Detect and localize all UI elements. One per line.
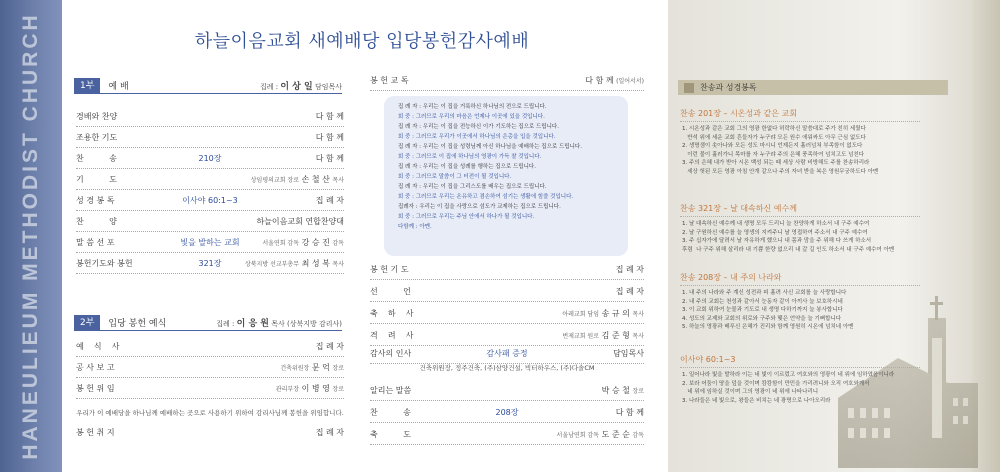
separator: [370, 444, 644, 445]
separator: [370, 279, 644, 280]
part2-leader-name: 이 응 원: [236, 319, 269, 329]
separator: [370, 345, 644, 346]
row-right-pre: 상북지방 선교부총무: [244, 260, 300, 268]
reading-line: [398, 132, 614, 142]
verse-line: 3. 나라들은 네 빛으로, 왕들은 비치는 네 광명으로 나아오리라: [682, 397, 831, 404]
verse-line: 반석 위에 세운 교회 흔들자가 누구랴 모든 원수 에워싸도 아무 근심 없도다: [682, 134, 866, 141]
row-right: [280, 362, 344, 373]
reading-line: [398, 112, 614, 122]
program-row: [370, 263, 644, 275]
hymn-verses: [682, 289, 918, 332]
part2-leader-role: 집례 :: [216, 320, 235, 328]
row-right-main: 도 준 순: [601, 429, 630, 439]
reading-speaker: 다함께: [398, 224, 414, 230]
row-right-small: 장로: [332, 364, 344, 372]
row-right: [562, 330, 644, 341]
reading-text: 그러므로 우리가 이곳에서 하나님의 은총을 입을 것입니다.: [415, 134, 556, 140]
reading-text: 우리는 이 집을 사랑으로 섬도가 교제하는 집으로 드립니다.: [419, 204, 561, 210]
row-label: 공 사 보 고: [76, 362, 115, 372]
reading-colon: :: [417, 184, 423, 190]
row-right-main: 손 철 산: [301, 174, 330, 184]
row-right: [557, 429, 644, 440]
row-label: 찬 송: [76, 153, 117, 163]
row-right-main: 문 억: [311, 362, 330, 372]
reading-speaker: 집 례 자: [398, 144, 418, 150]
program-row: [370, 428, 644, 440]
row-label: 봉 헌 취 지: [76, 427, 115, 437]
verse-line: 3. 주의 은혜 내가 받아 시온 백성 되는 때 세상 사람 비방해도 주를 찬송하리라: [682, 160, 870, 166]
program-row: [76, 257, 344, 269]
row-label: 축 하 사: [370, 308, 414, 318]
verse-line: 후렴 나 구주 위해 살리라 내 기쁨 한량 없으리 내 갈 길 인도 하소서 내 구주 예수여 아멘: [682, 246, 895, 253]
page-title: 하늘이음교회 새예배당 입당봉헌감사예배: [194, 31, 530, 52]
reading-line: [398, 172, 614, 182]
hymn-verses: [682, 220, 918, 254]
verse-line: 2. 날 구원하신 예수를 늘 영생의 지켜주니 날 영접하여 주소서 내 구주 예수여: [682, 229, 868, 236]
verse-line: 1. 일어나라 빛을 발하라 이는 네 빛이 이르렀고 여호와의 영광이 네 위에 임하였음이니라: [682, 372, 895, 378]
reading-speaker: 집례자: [398, 204, 414, 210]
hymn-rule: [680, 216, 920, 217]
row-label: 찬 양: [76, 216, 117, 226]
panel-header-text: 찬송과 성경봉독: [700, 83, 757, 92]
separator: [76, 210, 344, 211]
row-right: [616, 264, 644, 275]
row-right: [616, 286, 644, 297]
separator: [76, 356, 344, 357]
reading-line: [398, 212, 614, 222]
row-right-main: 송 규 의: [601, 308, 630, 318]
row-right-main: 하늘이음교회 연합찬양대: [256, 216, 344, 226]
row-right-main: 다 함 께: [615, 407, 644, 417]
verse-line: 세상 헛된 모든 영광 아침 안개 같으나 주의 자녀 받을 복은 영원무궁하도다 아멘: [682, 168, 879, 175]
reading-colon: :: [417, 144, 423, 150]
reading-text: 우리는 이 집을 그리스도를 배우는 집으로 드립니다.: [422, 184, 547, 190]
row-right-small: 목사: [632, 310, 644, 318]
hymn-verses: [682, 371, 918, 405]
row-right-pre: 서울연회 감독: [262, 239, 300, 247]
hymn-title: 찬송 201장 – 시온성과 같은 교회: [680, 109, 797, 118]
reading-speaker: 회 중: [398, 174, 411, 180]
row-right-pre: 서울남연회 감독: [556, 431, 600, 439]
program-row: [76, 236, 344, 248]
hymn-title: 찬송 321장 – 날 대속하신 예수께: [680, 204, 797, 213]
row-label: 예 식 사: [76, 341, 120, 351]
program-row: [76, 382, 344, 394]
part1-tag: 1부: [74, 78, 100, 94]
reading-colon: :: [417, 164, 423, 170]
row-right-small: (일어서서): [616, 77, 644, 85]
reading-speaker: 집 례 자: [398, 164, 418, 170]
side-band: [0, 0, 62, 472]
program-row: [370, 285, 644, 297]
program-row: [76, 361, 344, 373]
verse-line: 1. 내 주의 나라와 주 계신 성전과 피 흘려 사신 교회를 늘 사랑합니다: [682, 290, 847, 296]
row-label: 기 도: [76, 174, 117, 184]
row-right: [562, 308, 644, 319]
row-right-main: 이 병 영: [301, 383, 330, 393]
reading-speaker: 회 중: [398, 114, 411, 120]
row-label: 선 언: [370, 286, 411, 296]
panel-header: [678, 80, 948, 95]
reading-text: 우리는 이 집을 성령님께 아신 하나님을 예배하는 집으로 드립니다.: [422, 144, 582, 150]
row-right-main: 김 준 형: [601, 330, 630, 340]
row-label: 말 씀 선 포: [76, 237, 115, 247]
hymn-title: 찬송 208장 – 내 주의 나라와: [680, 273, 782, 282]
program-row: [76, 131, 344, 143]
row-label: 봉 헌 교 독: [370, 75, 409, 85]
verse-line: 4. 성도의 교제와 교회의 위로와 구주와 맺은 언약을 늘 기뻐합니다: [682, 315, 842, 322]
row-right-pre: 관리부장: [275, 385, 300, 393]
responsive-reading-row: [370, 74, 644, 86]
row-right-pre: 건축위원장: [280, 364, 310, 372]
row-label: 축 도: [370, 429, 411, 439]
row-right-small: 장로: [332, 385, 344, 393]
program-row: [76, 173, 344, 185]
reading-speaker: 회 중: [398, 134, 411, 140]
reading-text: 우리는 이 집을 성례를 행하는 집으로 드립니다.: [422, 164, 536, 170]
program-row: [76, 194, 344, 206]
row-right-main: 집 례 자: [615, 264, 644, 274]
reading-line: [398, 122, 614, 132]
program-row: [76, 110, 344, 122]
row-center: 210장: [198, 153, 222, 163]
reading-colon: :: [413, 224, 420, 230]
row-right: [276, 383, 344, 394]
part2-leader-title: 목사 (상북지방 감리사): [271, 320, 342, 328]
part2-tag: 2부: [74, 315, 100, 331]
part2-header: [74, 315, 342, 331]
row-right: [585, 75, 644, 86]
reading-line: [398, 202, 614, 212]
reading-colon: :: [417, 104, 423, 110]
responsive-reading-box: [384, 96, 628, 256]
verse-line: 3. 주 십자가에 달려서 날 자유하게 했으니 내 몸과 맘을 주 위해 다 쓰게 하소서: [682, 238, 872, 244]
reading-speaker: 회 중: [398, 194, 411, 200]
reading-speaker: 회 중: [398, 214, 411, 220]
part1-name: 예 배: [108, 82, 129, 92]
separator: [76, 252, 344, 253]
program-row: [76, 152, 344, 164]
separator: [76, 126, 344, 127]
reading-colon: :: [413, 204, 420, 210]
program-row: [370, 307, 644, 319]
separator: [76, 398, 344, 399]
row-center: 321장: [198, 258, 222, 268]
reading-text: 우리는 이 집을 전능하신 이가 기도하는 집으로 드립니다.: [422, 124, 559, 130]
row-right-small: 목사: [332, 176, 344, 184]
separator: [76, 377, 344, 378]
reading-line: [398, 182, 614, 192]
reading-text: 그러므로 우리의 마음은 언제나 이곳에 있을 것입니다.: [415, 114, 545, 120]
program-row: [370, 329, 644, 341]
row-right-main: 집 례 자: [315, 195, 344, 205]
row-right-pre: 아레교회 담임: [562, 310, 600, 318]
row-right-main: 집 례 자: [615, 286, 644, 296]
reading-line: [398, 192, 614, 202]
hymn-rule: [680, 285, 920, 286]
panel-header-box: [684, 83, 694, 93]
separator: [76, 168, 344, 169]
reading-colon: :: [417, 124, 423, 130]
row-right: [256, 216, 344, 227]
row-right: [251, 174, 344, 185]
row-center: 감사패 증정: [486, 348, 528, 358]
reading-colon: :: [410, 154, 416, 160]
program-row: [76, 340, 344, 352]
verse-line: 3. 이 교회 위하여 눈물과 기도로 내 생명 다하기까지 늘 봉사합니다: [682, 307, 843, 313]
separator: [76, 147, 344, 148]
row-right-small: 감독: [332, 239, 344, 247]
band-text: HANEULIEUM METHODIST CHURCH: [19, 12, 42, 460]
reading-speaker: 집 례 자: [398, 124, 418, 130]
reading-colon: :: [410, 194, 416, 200]
reading-colon: :: [410, 174, 416, 180]
reading-text: 아멘.: [419, 224, 432, 230]
verse-line: 1. 시온성과 같은 교회 그의 영광 한없다 허락하신 말씀대로 주가 친히 세웠다: [682, 126, 866, 132]
row-right: [316, 132, 344, 143]
verse-line: 이런 물이 흘러가니 목마를 자 누구랴 주의 은혜 풍족하여 넘치고도 넘친다: [682, 151, 865, 158]
separator: [370, 301, 644, 302]
sponsors-note: 건축위원장, 정주건축, (주)삼양건설, 빅터하우스, (주)다솔CM: [419, 364, 595, 372]
row-right: 집 례 자: [315, 427, 344, 437]
row-right-main: 다 함 께: [585, 75, 614, 85]
reading-line: [398, 222, 614, 232]
hymn-verses: [682, 125, 918, 176]
reading-line: [398, 142, 614, 152]
row-label: 봉 헌 기 도: [370, 264, 409, 274]
row-label: 격 려 사: [370, 330, 414, 340]
row-right-main: 담임목사: [613, 348, 644, 358]
row-right-main: 최 성 복: [301, 258, 330, 268]
row-center: 빛을 발하는 교회: [180, 237, 240, 247]
part2-last-row: [76, 426, 344, 438]
row-right-main: 집 례 자: [315, 341, 344, 351]
separator: [370, 323, 644, 324]
row-right-small: 감독: [632, 431, 644, 439]
verse-line: 네 위에 임하실 것이며 그의 영광이 네 위에 나타나리니: [682, 389, 819, 395]
verse-line: 5. 하늘의 영광과 베푸신 은혜가 진리와 함께 영원히 시온에 넘치네 아멘: [682, 324, 854, 330]
row-label: 봉헌기도와 봉헌: [76, 258, 133, 268]
row-right: [316, 341, 344, 352]
program-row: [370, 347, 644, 359]
reading-text: 그러므로 우리는 주님 안에서 하나가 될 것입니다.: [415, 214, 535, 220]
hymn-rule: [680, 367, 920, 368]
part1-leader-role: 집례 :: [260, 83, 279, 91]
row-right-main: 강 승 진: [301, 237, 330, 247]
reading-line: [398, 162, 614, 172]
row-right-pre: 상임평의교회 장로: [250, 176, 300, 184]
separator: [76, 189, 344, 190]
row-label: 봉 헌 위 임: [76, 383, 115, 393]
row-right-small: 목사: [332, 260, 344, 268]
reading-line: [398, 152, 614, 162]
row-right: [602, 385, 644, 396]
separator: [76, 273, 344, 274]
row-right: [316, 111, 344, 122]
row-right-main: 다 함 께: [315, 132, 344, 142]
row-label: 경배와 찬양: [76, 111, 118, 121]
part1-leader: [260, 79, 342, 92]
part1-leader-title: 담임목사: [314, 83, 342, 91]
row-right-pre: 번제교회 원로: [562, 332, 600, 340]
program-row: [76, 215, 344, 227]
reading-colon: :: [410, 134, 416, 140]
program-row: [370, 406, 644, 418]
row-label: 조용한 기도: [76, 132, 118, 142]
reading-speaker: 집 례 자: [398, 184, 418, 190]
reading-text: 그러므로 우리는 온유하고 겸손하여 섬기는 생활에 힘쓸 것입니다.: [415, 194, 574, 200]
verse-line: 2. 보라 어둠이 땅을 덮을 것이며 캄캄함이 만민을 가리려니와 오직 여호와께서: [682, 380, 870, 387]
row-label: 성 경 봉 독: [76, 195, 115, 205]
separator: [370, 90, 644, 91]
row-right-main: 다 함 께: [315, 153, 344, 163]
part1-leader-name: 이 상 일: [280, 82, 313, 92]
reading-colon: :: [410, 114, 416, 120]
separator: [370, 422, 644, 423]
part2-note: 우리가 이 예배당을 하나님께 예배하는 곳으로 사용하기 위하여 감리사님께 봉헌을 위임합니다.: [76, 409, 344, 417]
reading-text: 그러므로 이 집에 하나님의 영광이 가득 찰 것입니다.: [415, 154, 542, 160]
hymn-rule: [680, 121, 920, 122]
part2-name: 입당 봉헌 예식: [108, 319, 167, 329]
reading-speaker: 집 례 자: [398, 104, 418, 110]
verse-line: 2. 생명샘이 솟아나와 모든 성도 마시니 언제든지 흘러넘쳐 부족함이 없도다: [682, 143, 863, 149]
part1-header: [74, 78, 342, 94]
row-center: 208장: [495, 407, 519, 417]
row-label: 찬 송: [370, 407, 411, 417]
row-label: 감사의 인사: [370, 348, 412, 358]
part2-leader: [216, 316, 342, 329]
reading-colon: :: [410, 214, 416, 220]
reading-text: 그러므로 말씀이 그 터전이 될 것입니다.: [415, 174, 512, 180]
verse-line: 1. 날 대속하신 예수께 내 생명 모두 드리니 늘 찬양하게 하소서 내 구주 예수여: [682, 221, 870, 227]
verse-line: 2. 내 주의 교회는 천성과 같아서 눈동자 같이 아끼사 늘 보호하시네: [682, 298, 843, 305]
row-right-small: 장로: [632, 387, 644, 395]
reading-speaker: 회 중: [398, 154, 411, 160]
row-center: 이사야 60:1~3: [182, 195, 238, 205]
row-right-main: 다 함 께: [315, 111, 344, 121]
reading-line: [398, 102, 614, 112]
hymn-title: 이사야 60:1~3: [680, 355, 736, 364]
row-right-small: 목사: [632, 332, 644, 340]
row-label: 알리는 말씀: [370, 385, 412, 395]
reading-text: 우리는 이 집을 거룩하신 하나님의 전으로 드립니다.: [422, 104, 547, 110]
program-row: [370, 384, 644, 396]
separator: [370, 400, 644, 401]
row-right-main: 박 승 철: [601, 385, 630, 395]
separator: [76, 231, 344, 232]
